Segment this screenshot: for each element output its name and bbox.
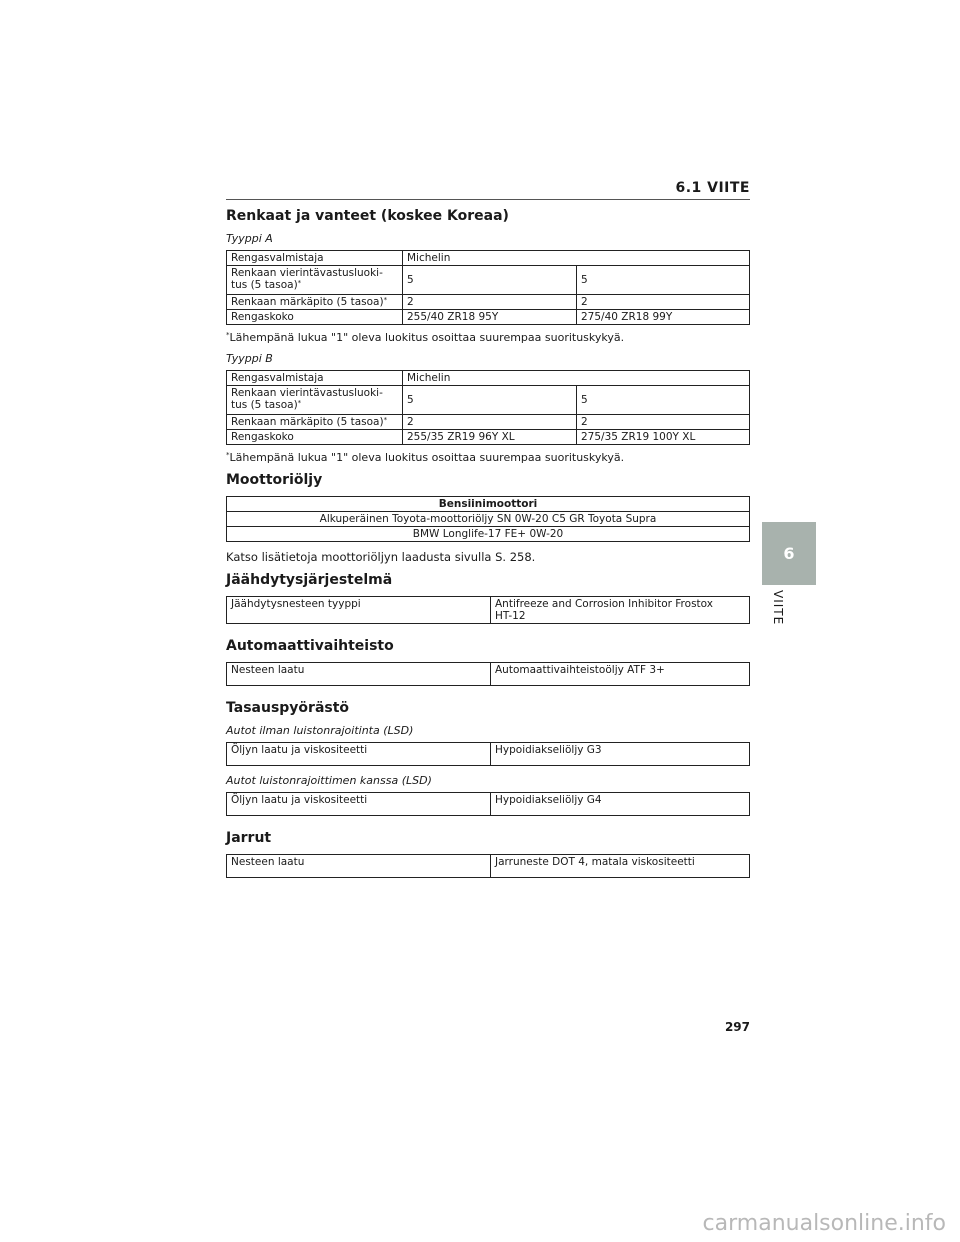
page-number: 297 — [724, 1020, 750, 1034]
table-cell: Michelin — [403, 251, 750, 266]
table-cell: Hypoidiakseliöljy G4 — [491, 793, 750, 816]
table-cell: 255/40 ZR18 95Y — [403, 310, 577, 325]
footnote-marker: * — [297, 279, 302, 287]
table-cell: Nesteen laatu — [227, 663, 491, 686]
table-cell: 275/40 ZR18 99Y — [577, 310, 750, 325]
table-row — [227, 371, 750, 386]
differential-sub-no-lsd: Autot ilman luistonrajoitinta (LSD) — [226, 724, 414, 737]
table-cell: BMW Longlife-17 FE+ 0W-20 — [227, 527, 750, 542]
footnote-marker: * — [226, 331, 230, 339]
table-cell: 2 — [403, 415, 577, 430]
differential-heading: Tasauspyörästö — [226, 700, 350, 716]
table-cell: 5 — [403, 386, 577, 415]
spacer — [226, 624, 750, 638]
cell-text: Renkaan vierintävastusluoki- tus (5 tasoa) — [231, 387, 383, 411]
footnote-marker: * — [297, 399, 302, 407]
table-cell: Alkuperäinen Toyota-moottoriöljy SN 0W-20 C5 GR Toyota Supra — [227, 512, 750, 527]
table-row — [227, 743, 750, 766]
brakes-heading: Jarrut — [226, 830, 272, 846]
type-a-label: Tyyppi A — [226, 232, 273, 245]
differential-table-no-lsd — [226, 742, 750, 766]
chapter-tab[interactable]: 6 — [762, 522, 816, 585]
table-cell: 5 — [577, 386, 750, 415]
table-row — [227, 527, 750, 542]
footnote — [226, 451, 750, 464]
differential-table-lsd — [226, 792, 750, 816]
header-divider — [226, 199, 750, 200]
table-row — [227, 512, 750, 527]
table-cell: Michelin — [403, 371, 750, 386]
table-cell: 255/35 ZR19 96Y XL — [403, 430, 577, 445]
type-b-label: Tyyppi B — [226, 352, 273, 365]
spacer — [226, 766, 750, 774]
table-row — [227, 497, 750, 512]
table-cell: 2 — [577, 415, 750, 430]
table-cell: Öljyn laatu ja viskositeetti — [227, 743, 491, 766]
auto-transmission-table — [226, 662, 750, 686]
table-header-cell: Bensiinimoottori — [227, 497, 750, 512]
differential-sub-lsd: Autot luistonrajoittimen kanssa (LSD) — [226, 774, 432, 787]
table-row — [227, 251, 750, 266]
footnote — [226, 331, 750, 344]
table-cell: Rengaskoko — [227, 310, 403, 325]
type-b-table — [226, 370, 750, 445]
table-cell: 2 — [577, 295, 750, 310]
table-cell: Rengasvalmistaja — [227, 371, 403, 386]
spacer — [226, 686, 750, 700]
table-cell: 5 — [403, 266, 577, 295]
tyres-heading: Renkaat ja vanteet (koskee Koreaa) — [226, 208, 509, 224]
table-cell: Antifreeze and Corrosion Inhibitor Frostox HT-12 — [491, 597, 750, 624]
table-row — [227, 415, 750, 430]
table-cell — [227, 415, 403, 430]
table-cell — [227, 266, 403, 295]
spacer — [226, 816, 750, 830]
type-a-table — [226, 250, 750, 325]
brakes-table — [226, 854, 750, 878]
table-row — [227, 855, 750, 878]
table-cell: Rengaskoko — [227, 430, 403, 445]
table-cell: Jarruneste DOT 4, matala viskositeetti — [491, 855, 750, 878]
table-row — [227, 386, 750, 415]
table-row — [227, 266, 750, 295]
table-row — [227, 597, 750, 624]
chapter-tab-label: VIITE — [771, 590, 785, 626]
footnote-text: Lähempänä lukua "1" oleva luokitus osoittaa suurempaa suorituskykyä. — [229, 331, 625, 344]
footnote-marker: * — [383, 296, 388, 304]
section-header-title: 6.1 VIITE — [675, 180, 750, 196]
table-cell — [227, 295, 403, 310]
engine-oil-note: Katso lisätietoja moottoriöljyn laadusta sivulla S. 258. — [226, 550, 536, 564]
table-row — [227, 310, 750, 325]
table-cell — [227, 386, 403, 415]
table-cell: Hypoidiakseliöljy G3 — [491, 743, 750, 766]
footnote-text: Lähempänä lukua "1" oleva luokitus osoittaa suurempaa suorituskykyä. — [229, 451, 625, 464]
table-cell: Nesteen laatu — [227, 855, 491, 878]
table-cell: 5 — [577, 266, 750, 295]
footnote-marker: * — [383, 416, 388, 424]
table-row — [227, 430, 750, 445]
table-cell: Automaattivaihteistoöljy ATF 3+ — [491, 663, 750, 686]
engine-oil-table — [226, 496, 750, 542]
cell-text: Renkaan märkäpito (5 tasoa) — [231, 416, 384, 428]
cooling-table — [226, 596, 750, 624]
table-cell: Öljyn laatu ja viskositeetti — [227, 793, 491, 816]
table-cell: 275/35 ZR19 100Y XL — [577, 430, 750, 445]
table-cell: Jäähdytysnesteen tyyppi — [227, 597, 491, 624]
auto-transmission-heading: Automaattivaihteisto — [226, 638, 394, 654]
cooling-heading: Jäähdytysjärjestelmä — [226, 572, 393, 588]
watermark: carmanualsonline.info — [702, 1211, 946, 1236]
cell-text: Renkaan vierintävastusluoki- tus (5 tasoa) — [231, 267, 383, 291]
footnote-marker: * — [226, 451, 230, 459]
table-row — [227, 793, 750, 816]
page-content — [226, 208, 750, 878]
table-cell: Rengasvalmistaja — [227, 251, 403, 266]
table-cell: 2 — [403, 295, 577, 310]
engine-oil-heading: Moottoriöljy — [226, 472, 323, 488]
cell-text: Renkaan märkäpito (5 tasoa) — [231, 296, 384, 308]
table-row — [227, 295, 750, 310]
table-row — [227, 663, 750, 686]
